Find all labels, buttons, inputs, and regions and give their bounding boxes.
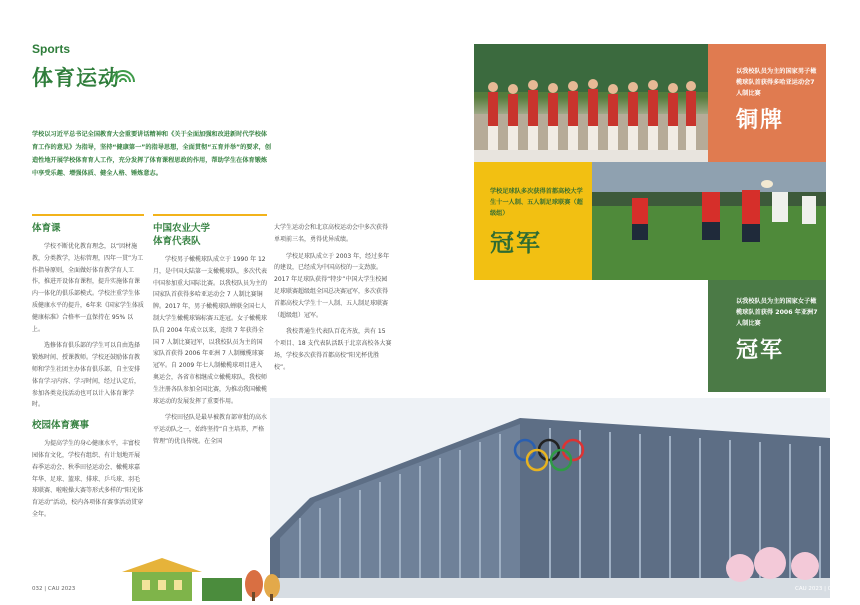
intro-paragraph: 学校以习近平总书记全国教育大会重要讲话精神和《关于全面加强和改进新时代学校体育工作的意见》为指导，坚持“健康第一”的指导思想，全面贯彻“五育并举”的要求，创造性地开展学校体育育人工作，充分发挥了体育课程思政的作用，帮助学生在体育锻炼中享受乐趣、增强体质、健全人格、锤炼意志。: [32, 131, 272, 177]
pe-class-paragraph-2: 选修体育俱乐部的学生可以自由选择锻炼时间、授课教师。学校还鼓励体育教师和学生社团主办体育俱乐部，自主安排体育学习内容、学习时间，经过认定后，参加各类竞技活动也可以计入体育课学时。: [32, 342, 141, 409]
bronze-medal-box: [708, 44, 826, 162]
footer-page-number-right: CAU 2023 | 033: [795, 586, 839, 592]
column-1-divider: [32, 214, 144, 216]
team-paragraph-1: 学校男子橄榄球队成立于 1990 年 12 月，是中国大陆第一支橄榄球队，多次代表中国参加重大国际比赛。以我校队员为主的国家队首获得多哈亚运动会 7 人制比赛铜牌。2017 年，男子橄榄球队蝉联全国七人制大学生橄榄球锦标赛五连冠。女子橄榄球队自 2004 年成立以来，连续 7 年获得全国 7 人制比赛冠军，以我校队员为主的国家队首获得 2006 年亚洲 7 人制橄榄球赛冠军。自 2009 年七人制橄榄球项目进入奥运会，各省市相继成立橄榄球队，我校师生注册各队参加全国比赛，为推动我国橄榄球运动的发展发挥了重要作用。: [153, 256, 268, 405]
section-kicker: Sports: [32, 42, 71, 56]
column-1: [32, 222, 144, 526]
heading-campus-events: 校园体育赛事: [32, 420, 90, 432]
bronze-medal-title: 铜牌: [736, 108, 785, 133]
column-3: [274, 222, 392, 379]
womens-rugby-title: 冠军: [736, 338, 785, 363]
gymnasium-photo: [270, 398, 830, 598]
football-champion-title: 冠军: [490, 229, 542, 257]
bronze-medal-caption: 以我校队员为主的国家男子橄榄球队首获得多哈亚运动会7 人制比赛: [736, 68, 817, 97]
medal-ceremony-photo: [474, 44, 708, 162]
rainbow-icon: [110, 66, 136, 82]
column-3-paragraph-3: 我校普通生代表队百花齐放，共有 15 个项目、18 支代表队活跃于北京高校各大赛场，学校多次获得首都高校“阳光杯优胜校”。: [274, 328, 392, 371]
footer-page-number-left: 032 | CAU 2023: [32, 586, 76, 592]
campus-events-paragraph: 为提高学生的身心健康水平，丰富校园体育文化，学校有组织、有计划地开展春季运动会、秋季田径运动会、橄榄球嘉年华、足球、篮球、排球、乒乓球、羽毛球联赛、啦啦操大赛等形式多样的“阳光体育运动”活动，校内各项体育赛事活动贯穿全年。: [32, 440, 144, 518]
team-paragraph-2: 学校田径队是最早被教育部审批的高水平运动队之一，始终坚持“自主培养，严格管理”的优良传统。在全国: [153, 414, 268, 445]
pe-class-paragraph-1: 学校不断优化教育理念，以“因材施教，分类教学，达标管理，四年一贯”为工作指导原则，全面做好体育教学育人工作，推进开设体育课程，提升实施体育课内一体化的俱乐部模式。学校注重学生体质健康水平的提升，6年来《国家学生体质健康标准》合格率一直保持在 95% 以上。: [32, 243, 144, 333]
column-2-divider: [153, 214, 267, 216]
heading-pe-class: 体育课: [32, 223, 61, 234]
football-champion-caption: 学校足球队多次获得首都高校大学生十一人制、五人制足球联赛（超级组）: [490, 188, 583, 217]
rugby-match-photo: [592, 162, 826, 280]
womens-rugby-champion-box: [708, 280, 826, 392]
campus-building-illustration: [112, 556, 292, 601]
heading-representative-team: 中国农业大学 体育代表队: [153, 223, 211, 247]
page-title: 体育运动: [32, 66, 120, 90]
football-champion-box: [474, 162, 592, 280]
column-3-paragraph-2: 学校足球队成立于 2003 年，经过多年的建设，已经成为中国高校的一支劲旅。2017 年足球队获得“特步”中国大学生校园足球联赛超级组全国总决赛冠军，多次获得首都高校大学生十一人制、五人制足球联赛（超级组）冠军。: [274, 252, 390, 319]
womens-rugby-caption: 以我校队员为主的国家女子橄榄球队首获得 2006 年亚洲7 人制比赛: [736, 298, 818, 327]
column-3-paragraph-1: 大学生运动会和北京高校运动会中多次获得单项前三名，勇得优异成绩。: [274, 224, 389, 243]
column-2: [153, 222, 267, 453]
